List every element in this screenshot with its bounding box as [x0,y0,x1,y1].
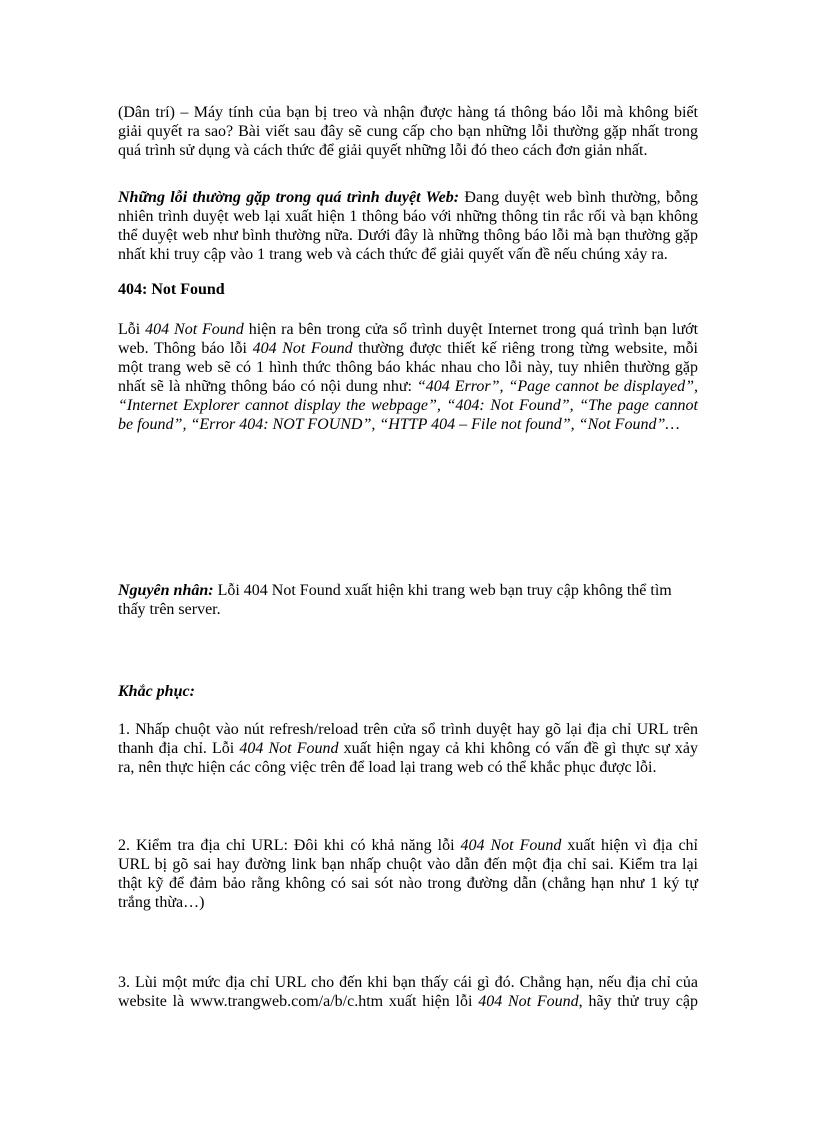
text-line: “Internet Explorer cannot display the webpage”, “404: Not Found”, “The page cannot [118,397,698,414]
text-fragment: web. Thông báo lỗi [118,340,253,357]
text-line [118,581,698,600]
text-fragment: , hãy thử truy cập [578,993,698,1010]
text-fragment: 2. Kiểm tra địa chỉ URL: Đôi khi có khả năng lỗi [118,837,461,854]
text-line: thể duyệt web như bình thường nữa. Dưới đây là những thông báo lỗi mà bạn thường gặp [118,227,698,244]
step-3-paragraph [118,973,698,1011]
text-line [118,320,698,339]
error-examples: “404 Error”, “Page cannot be displayed”, [416,378,699,395]
error-name: 404 Not Found [252,340,353,357]
text-line [118,739,698,758]
step-1-paragraph [118,720,698,777]
text-fragment: Lỗi 404 Not Found xuất hiện khi trang web bạn truy cập không thể tìm [213,582,672,599]
text-fragment: xuất hiện ngay cả khi không có vấn đề gì thực sự xảy [338,740,699,757]
text-line: quá trình sử dụng và cách thức để giải quyết những lỗi đó theo cách đơn giản nhất. [118,142,648,159]
text-fragment: hiện ra bên trong cửa sổ trình duyệt Internet trong quá trình bạn lướt [243,321,699,338]
common-errors-paragraph [118,188,698,264]
text-fragment: website là www.trangweb.com/a/b/c.htm xuất hiện lỗi [118,993,479,1010]
text-line: ra, nên thực hiện các công việc trên để load lại trang web có thể khắc phục được lỗi. [118,759,657,776]
text-fragment: thường được thiết kế riêng trong từng website, mỗi [352,340,699,357]
text-line: một trang web sẽ có 1 hình thức thông báo khác nhau cho lỗi này, tuy nhiên thường gặp [118,359,698,376]
text-line: giải quyết ra sao? Bài viết sau đây sẽ cung cấp cho bạn những lỗi thường gặp nhất trong [118,123,698,140]
text-line [118,992,698,1011]
text-line [118,377,698,396]
text-line: 3. Lùi một mức địa chỉ URL cho đến khi bạn thấy cái gì đó. Chẳng hạn, nếu địa chỉ của [118,974,698,991]
text-line [118,836,698,855]
common-errors-heading: Những lỗi thường gặp trong quá trình duyệt Web: [118,189,460,206]
text-line: URL bị gõ sai hay đường link bạn nhấp chuột vào dẫn đến một địa chỉ sai. Kiểm tra lại [118,856,698,873]
error-name: 404 Not Found [239,740,339,757]
text-fragment: nhất sẽ là những thông báo có nội dung như: [118,378,417,395]
error-name: 404 Not Found [145,321,244,338]
error-name: 404 Not Found [478,993,579,1010]
text-fragment: Đang duyệt web bình thường, bỗng [459,189,698,206]
error-name: 404 Not Found [460,837,562,854]
step-2-paragraph [118,836,698,912]
section-body-paragraph [118,320,698,434]
text-line: trắng thừa…) [118,894,205,911]
cause-label: Nguyên nhân: [118,582,214,599]
text-line [118,339,698,358]
text-line: be found”, “Error 404: NOT FOUND”, “HTTP 404 – File not found”, “Not Found”… [118,416,680,433]
text-fragment: xuất hiện vì địa chỉ [561,837,699,854]
text-line: nhiên trình duyệt web lại xuất hiện 1 thông báo với những thông tin rắc rối và bạn không [118,208,698,225]
text-line [118,188,698,207]
text-line: (Dân trí) – Máy tính của bạn bị treo và nhận được hàng tá thông báo lỗi mà không biết [118,104,698,121]
intro-paragraph [118,103,698,160]
section-title: 404: Not Found [118,281,225,298]
fix-heading: Khắc phục: [118,683,195,700]
text-line: nhất khi truy cập vào 1 trang web và cách thức để giải quyết vấn đề nếu chúng xảy ra. [118,246,668,263]
text-fragment: Lỗi [118,321,146,338]
text-line: thật kỹ để đảm bảo rằng không có sai sót nào trong đường dẫn (chẳng hạn như 1 ký tự [118,875,698,892]
text-line: thấy trên server. [118,601,221,618]
text-fragment: thanh địa chỉ. Lỗi [118,740,240,757]
cause-paragraph [118,581,698,619]
text-line: 1. Nhấp chuột vào nút refresh/reload trên cửa sổ trình duyệt hay gõ lại địa chỉ URL trên [118,721,698,738]
